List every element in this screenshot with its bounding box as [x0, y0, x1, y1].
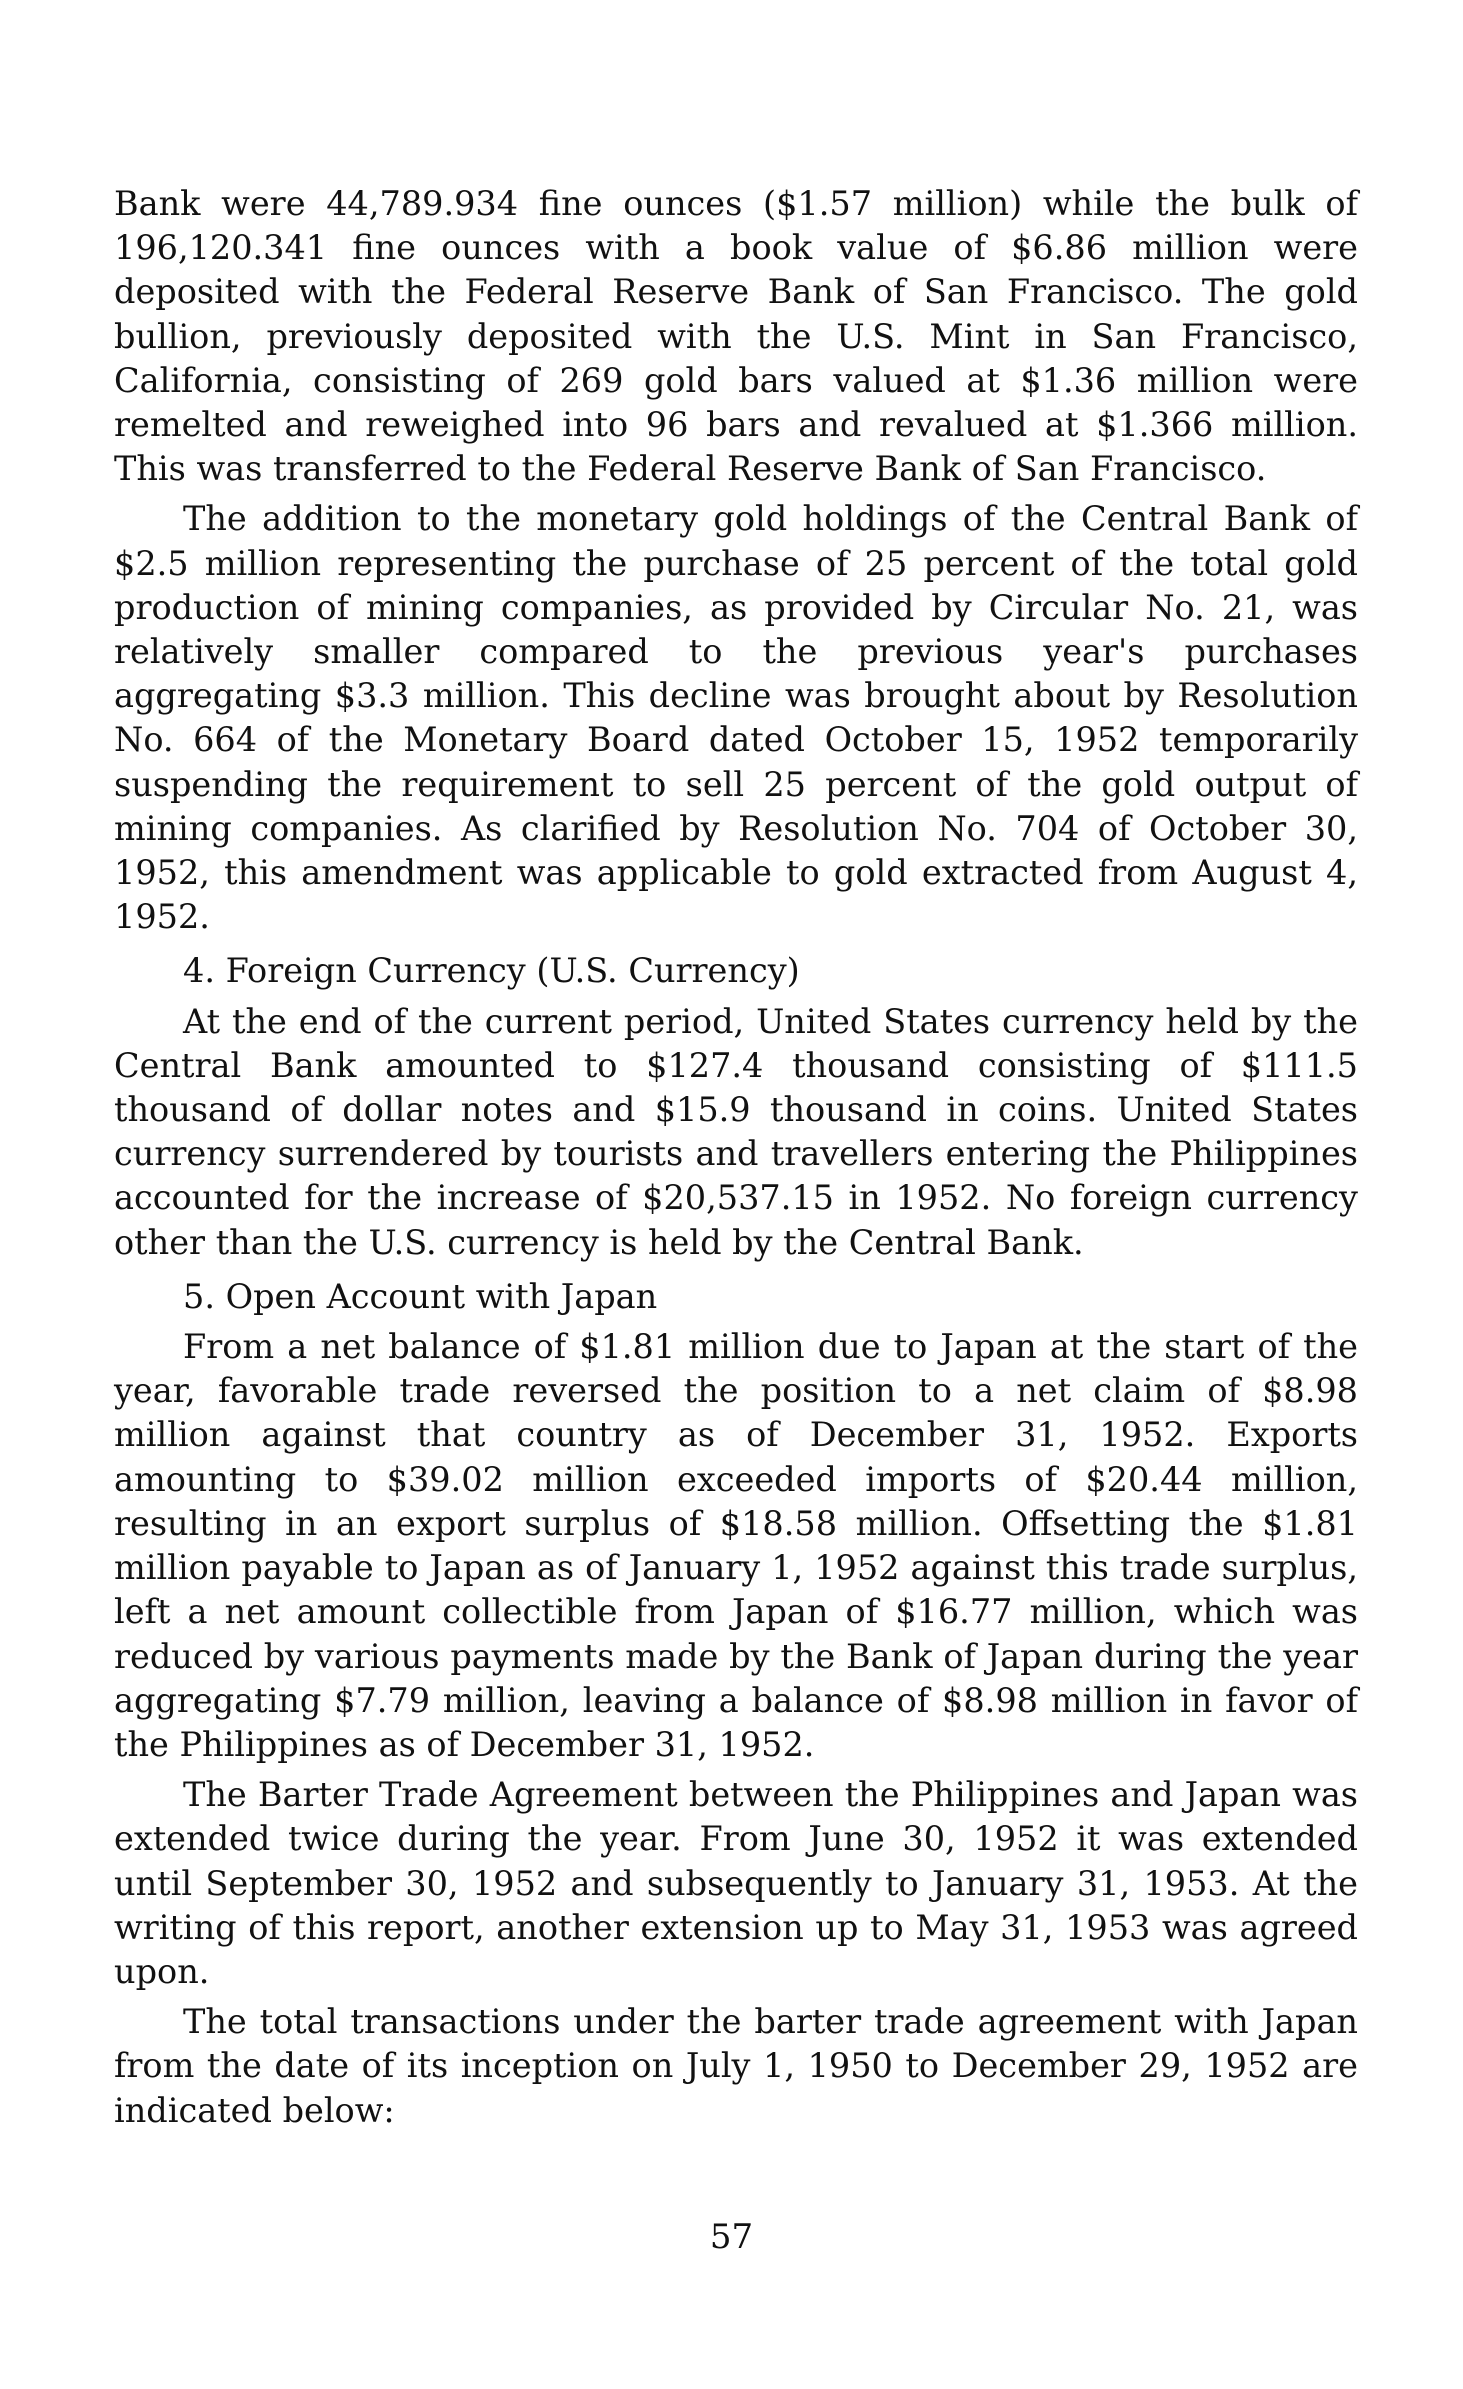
paragraph-japan-net-balance: From a net balance of $1.81 million due to Japan at the start of the year, favorable trade reversed the position to a net claim of $8.98 million against that country as of December 31, 1952. Exports amounting to $39.02 million exceeded imports of $20.44 million, resulting in an export surplus of $18.58 million. Offsetting the $1.81 million payable to Japan as of January 1, 1952 against this trade surplus, left a net amount collectible from Japan of $16.77 million, which was reduced by various payments made by the Bank of Japan during the year aggregating $7.79 million, leaving a balance of $8.98 million in favor of the Philippines as of December 31, 1952.: [114, 1327, 1358, 1764]
paragraph-barter-trade-agreement: The Barter Trade Agreement between the Philippines and Japan was extended twice during the year. From June 30, 1952 it was extended until September 30, 1952 and subsequently to January 31, 1953. At the writing of this report, another extension up to May 31, 1953 was agreed upon.: [114, 1775, 1358, 1991]
section-heading-open-account-japan: 5. Open Account with Japan: [183, 1276, 658, 1316]
paragraph-gold-holdings-continued: Bank were 44,789.934 fine ounces ($1.57 million) while the bulk of 196,120.341 fine ounces with a book value of $6.86 million were deposited with the Federal Reserve Bank of San Francisco. The gold bullion, previously deposited with the U.S. Mint in San Francisco, California, consisting of 269 gold bars valued at $1.36 million were remelted and reweighed into 96 bars and revalued at $1.366 million. This was transferred to the Federal Reserve Bank of San Francisco.: [114, 184, 1358, 489]
paragraph-us-currency-holdings: At the end of the current period, United States currency held by the Central Bank amounted to $127.4 thousand consisting of $111.5 thousand of dollar notes and $15.9 thousand in coins. United States currency surrendered by tourists and travellers entering the Philippines accounted for the increase of $20,537.15 in 1952. No foreign currency other than the U.S. currency is held by the Central Bank.: [114, 1001, 1358, 1262]
page-body: [114, 182, 1358, 2133]
section-heading-foreign-currency: 4. Foreign Currency (U.S. Currency): [183, 951, 800, 991]
paragraph-monetary-gold-addition: The addition to the monetary gold holdings of the Central Bank of $2.5 million representing the purchase of 25 percent of the total gold production of mining companies, as provided by Circular No. 21, was relatively smaller compared to the previous year's purchases aggregating $3.3 million. This decline was brought about by Resolution No. 664 of the Monetary Board dated October 15, 1952 temporarily suspending the requirement to sell 25 percent of the gold output of mining companies. As clarified by Resolution No. 704 of October 30, 1952, this amendment was applicable to gold extracted from August 4, 1952.: [114, 499, 1358, 937]
paragraph-barter-transactions-intro: The total transactions under the barter trade agreement with Japan from the date of its inception on July 1, 1950 to December 29, 1952 are indicated below:: [114, 2002, 1358, 2130]
page-number: 57: [709, 2217, 754, 2257]
